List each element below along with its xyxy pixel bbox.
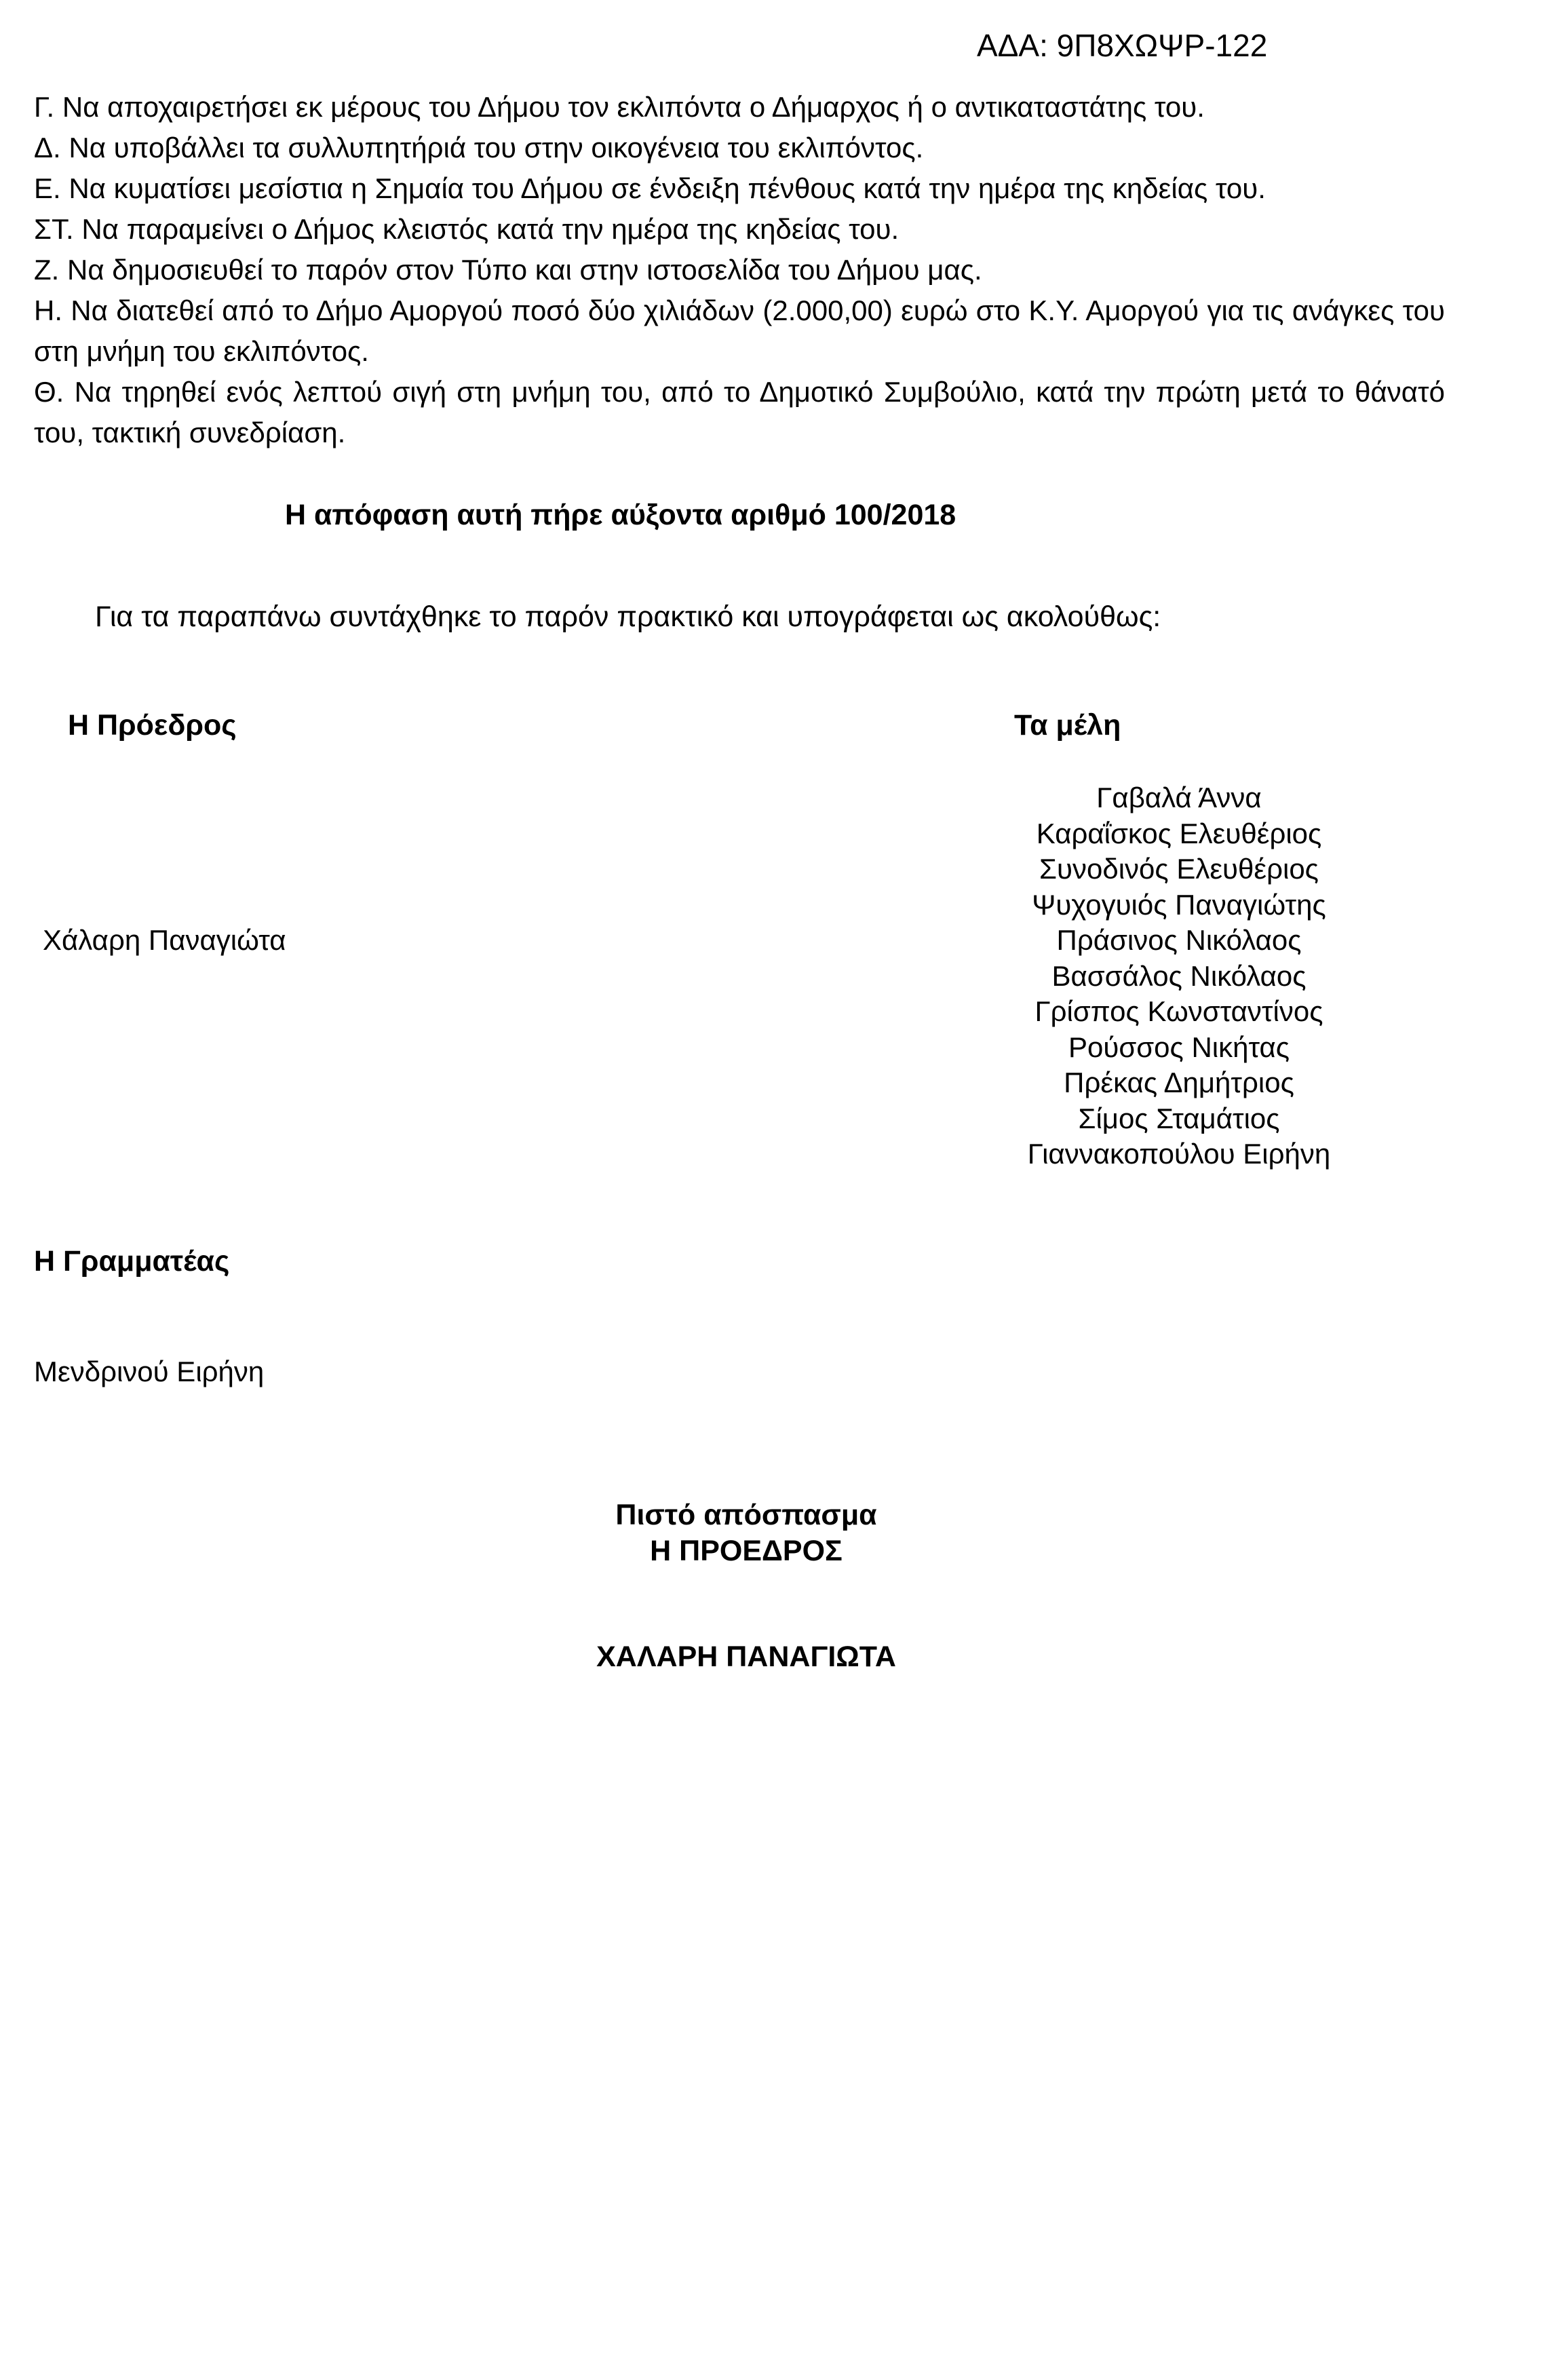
- member-name: Πράσινος Νικόλαος: [1056, 924, 1302, 956]
- secretary-title: Η Γραμματέας: [34, 1245, 230, 1278]
- member-name: Γαβαλά Άννα: [1096, 782, 1262, 813]
- member-name: Βασσάλος Νικόλαος: [1051, 959, 1307, 992]
- decision-items: [34, 87, 1445, 453]
- member-name: Γρίσπος Κωνσταντίνος: [1034, 995, 1323, 1027]
- certified-president-label: Η ΠΡΟΕΔΡΟΣ: [650, 1535, 843, 1567]
- certified-signer-name: ΧΑΛΑΡΗ ΠΑΝΑΓΙΩΤΑ: [596, 1640, 896, 1673]
- decision-item-i: Η. Να διατεθεί από το Δήμο Αμοργού ποσό δύο χιλιάδων (2.000,00) ευρώ στο Κ.Υ. Αμοργού για τις ανάγκες του στη μνήμη του εκλιπόντος.: [34, 294, 1445, 367]
- certified-extract-label: Πιστό απόσπασμα: [615, 1499, 877, 1531]
- members-list: [989, 780, 1369, 1172]
- member-name: Ρούσσος Νικήτας: [1068, 1031, 1290, 1063]
- decision-item-z: Ζ. Να δημοσιευθεί το παρόν στον Τύπο και στην ιστοσελίδα του Δήμου μας.: [34, 254, 982, 286]
- decision-item-e: Ε. Να κυματίσει μεσίστια η Σημαία του Δήμου σε ένδειξη πένθους κατά την ημέρα της κηδείας του.: [34, 172, 1266, 204]
- decision-item-st: ΣΤ. Να παραμείνει ο Δήμος κλειστός κατά την ημέρα της κηδείας του.: [34, 213, 899, 245]
- decision-item-g: Γ. Να αποχαιρετήσει εκ μέρους του Δήμου τον εκλιπόντα ο Δήμαρχος ή ο αντικαταστάτης του.: [34, 91, 1205, 123]
- member-name: Συνοδινός Ελευθέριος: [1039, 853, 1319, 885]
- member-name: Σίμος Σταμάτιος: [1078, 1102, 1280, 1134]
- secretary-name: Μενδρινού Ειρήνη: [34, 1356, 265, 1387]
- member-name: Πρέκας Δημήτριος: [1064, 1067, 1294, 1098]
- decision-number: Η απόφαση αυτή πήρε αύξοντα αριθμό 100/2018: [285, 499, 956, 531]
- decision-item-d: Δ. Να υποβάλλει τα συλλυπητήριά του στην οικογένεια του εκλιπόντος.: [34, 132, 924, 164]
- member-name: Γιαννακοπούλου Ειρήνη: [1027, 1138, 1331, 1170]
- president-name: Χάλαρη Παναγιώτα: [43, 924, 286, 956]
- members-title: Τα μέλη: [1014, 709, 1121, 742]
- member-name: Ψυχογυιός Παναγιώτης: [1032, 888, 1326, 921]
- decision-item-th: Θ. Να τηρηθεί ενός λεπτού σιγή στη μνήμη του, από το Δημοτικό Συμβούλιο, κατά την πρώτη μετά το θάνατό του, τακτική συνεδρίαση.: [34, 376, 1445, 448]
- certified-extract-block: [475, 1497, 1018, 1569]
- signing-intro: Για τα παραπάνω συντάχθηκε το παρόν πρακτικό και υπογράφεται ως ακολούθως:: [95, 600, 1161, 633]
- president-title: Η Πρόεδρος: [68, 709, 237, 742]
- member-name: Καραΐσκος Ελευθέριος: [1036, 817, 1322, 849]
- ada-code: ΑΔΑ: 9Π8ΧΩΨΡ-122: [977, 28, 1268, 63]
